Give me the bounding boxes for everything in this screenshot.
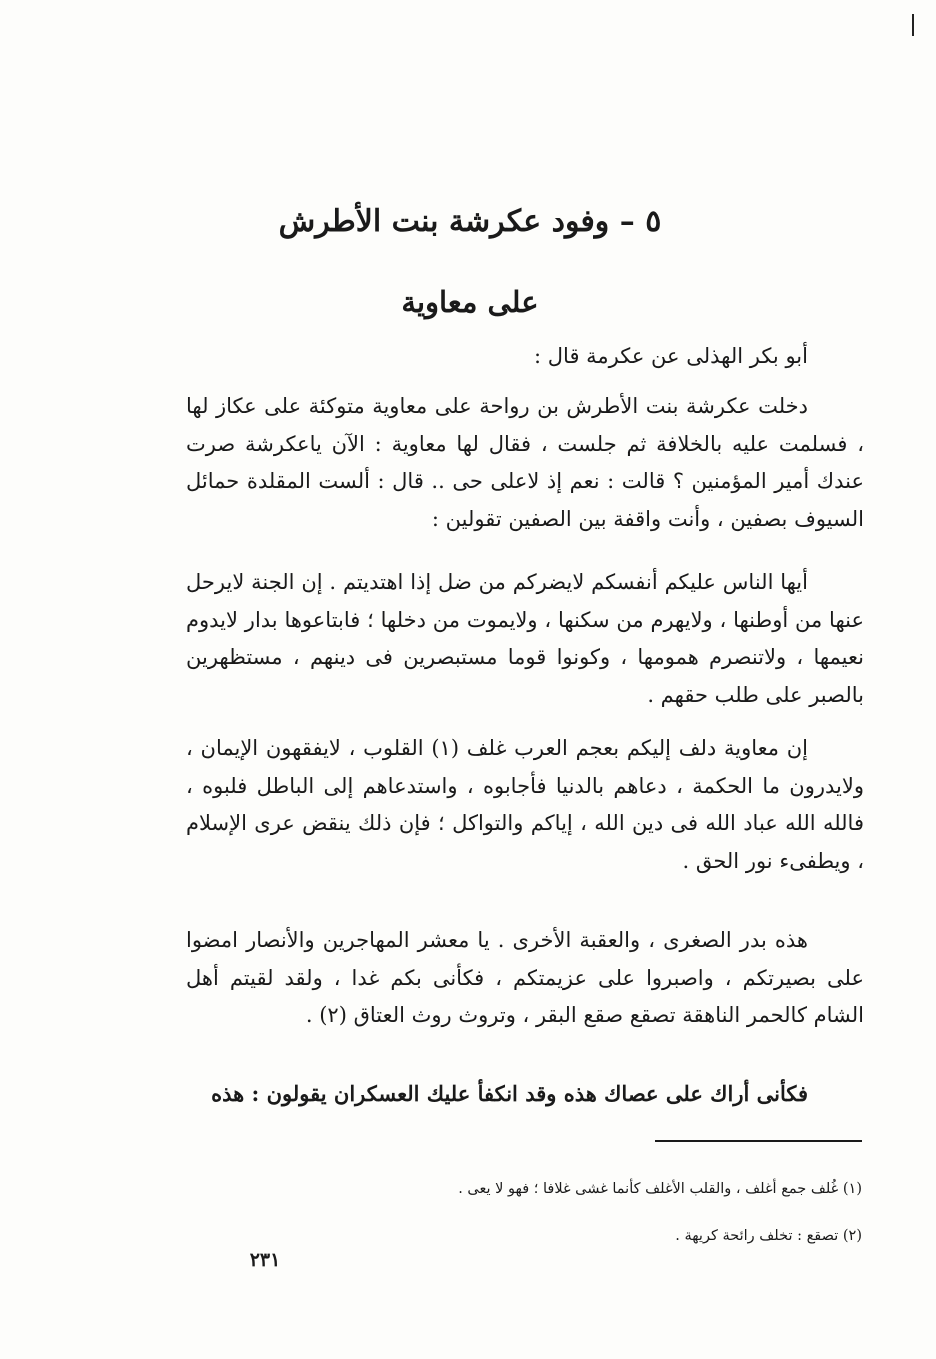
paragraph-text: أيها الناس عليكم أنفسكم لايضركم من ضل إذا اهتديتم . إن الجنة لايرحل عنها من أوطنها ، ولايهرم من سكنها ، ولايموت من دخلها ؛ فابتاعوها بدار لايدوم نعيمها ، ولاتنصرم همومها ، وكونوا قوما مستبصرين فى دينهم ، مستظهرين بالصبر على طلب حقهم . xyxy=(186,570,864,707)
scan-edge-mark xyxy=(912,14,914,36)
footnote-2: (٢) تصقع : تخلف رائحة كريهة . xyxy=(675,1228,862,1244)
page-number: ٢٣١ xyxy=(249,1249,281,1271)
footnote-divider xyxy=(655,1140,862,1142)
paragraph-2 xyxy=(186,564,864,714)
chapter-subtitle: على معاوية xyxy=(401,285,539,319)
paragraph-text: دخلت عكرشة بنت الأطرش بن رواحة على معاوية متوكئة على عكاز لها ، فسلمت عليه بالخلافة ثم جلست ، فقال لها معاوية : الآن ياعكرشة صرت عندك أمير المؤمنين ؟ قالت : نعم إذ لاعلى حى .. قال : ألست المقلدة حمائل السيوف بصفين ، وأنت واقفة بين الصفين تقولين : xyxy=(186,394,864,531)
paragraph-text: أبو بكر الهذلى عن عكرمة قال : xyxy=(534,344,808,368)
paragraph-4 xyxy=(186,922,864,1035)
paragraph-text: هذه بدر الصغرى ، والعقبة الأخرى . يا معشر المهاجرين والأنصار امضوا على بصيرتكم ، واصبروا على عزيمتكم ، فكأنى بكم غدا ، ولقد لقيتم أهل الشام كالحمر الناهقة تصقع صقع البقر ، وتروث روث العتاق (٢) . xyxy=(186,928,864,1027)
paragraph-text: إن معاوية دلف إليكم بعجم العرب غلف (١) القلوب ، لايفقهون الإيمان ، ولايدرون ما الحكمة ، دعاهم بالدنيا فأجابوه ، واستدعاهم إلى الباطل فلبوه ، فالله الله عباد الله فى دين الله ، إياكم والتواكل ؛ فإن ذلك ينقض عرى الإسلام ، ويطفىء نور الحق . xyxy=(186,736,864,873)
chapter-title: ٥ – وفود عكرشة بنت الأطرش xyxy=(278,204,662,239)
paragraph-3 xyxy=(186,730,864,880)
paragraph-intro xyxy=(186,338,864,376)
footnote-1: (١) غُلف جمع أغلف ، والقلب الأغلف كأنما غشى غلافا ؛ فهو لا يعى . xyxy=(458,1181,862,1197)
paragraph-text: فكأنى أراك على عصاك هذه وقد انكفأ عليك العسكران يقولون : هذه xyxy=(211,1081,808,1106)
paragraph-5 xyxy=(186,1075,864,1113)
paragraph-1 xyxy=(186,388,864,538)
